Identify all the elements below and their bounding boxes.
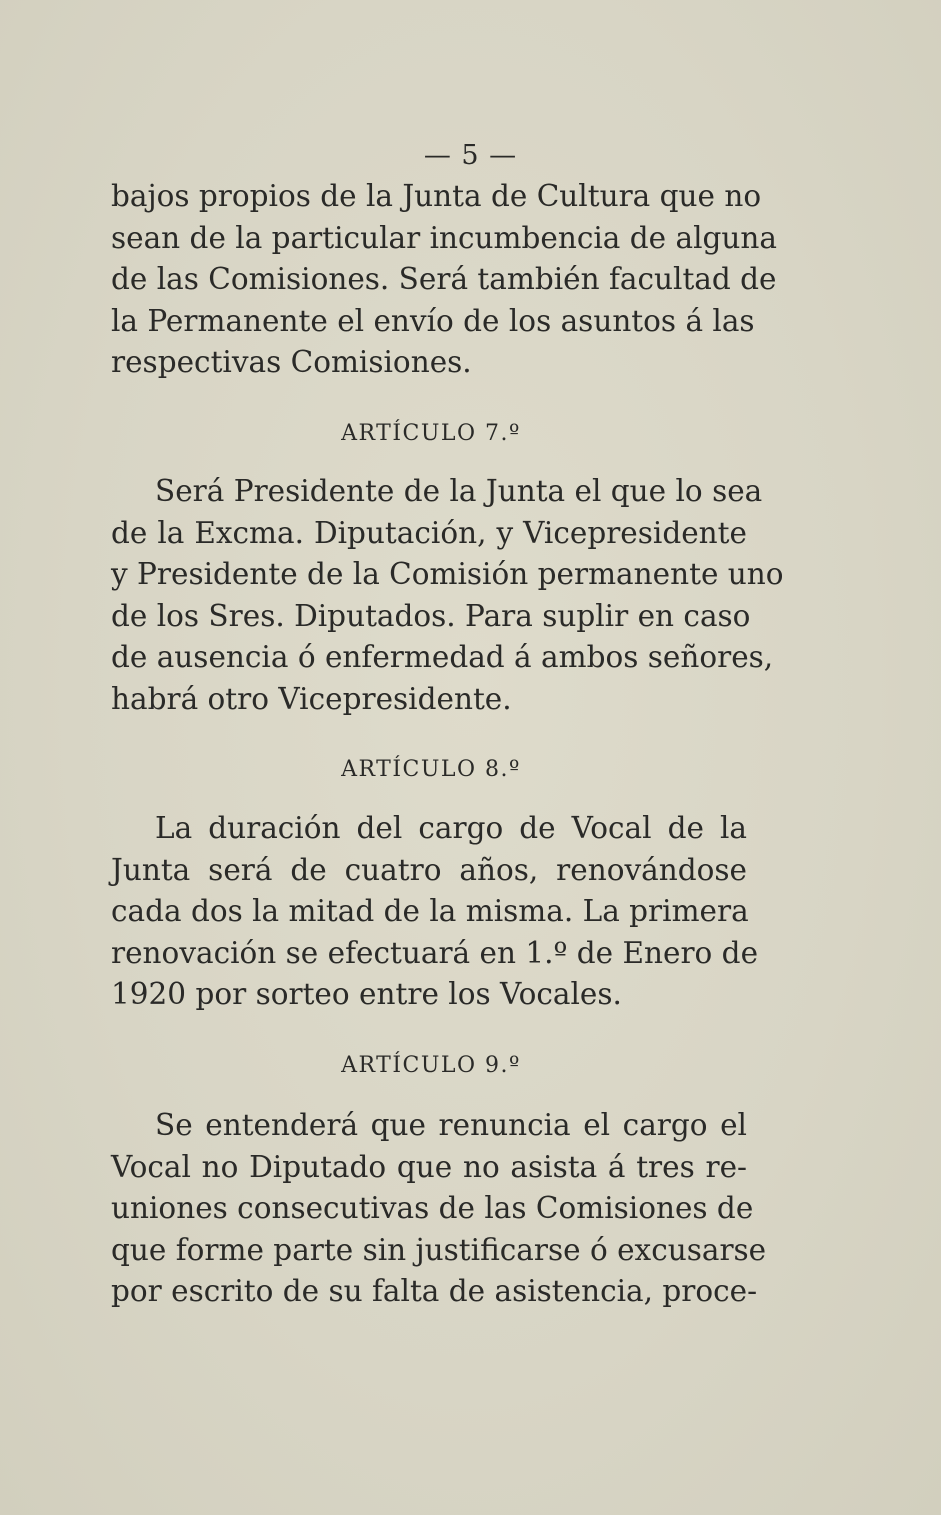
article-9-heading: ARTÍCULO 9.º [341, 1053, 521, 1078]
text-line: y Presidente de la Comisión permanente uno [111, 557, 784, 591]
text-line: Será Presidente de la Junta el que lo sea [155, 474, 763, 508]
text-line: de las Comisiones. Será también facultad de [111, 262, 777, 296]
article-7-heading: ARTÍCULO 7.º [341, 421, 521, 446]
text-line: por escrito de su falta de asistencia, proce- [111, 1274, 758, 1308]
article-9-paragraph [111, 1105, 767, 1313]
text-line: La duración del cargo de Vocal de la [155, 811, 747, 845]
text-line: Junta será de cuatro años, renovándose [111, 852, 747, 887]
text-line: de ausencia ó enfermedad á ambos señores, [111, 640, 774, 674]
text-line: Se entenderá que renuncia el cargo el [155, 1108, 747, 1142]
text-line: sean de la particular incumbencia de alguna [111, 220, 777, 255]
text-line: de los Sres. Diputados. Para suplir en caso [111, 598, 751, 633]
text-line: la Permanente el envío de los asuntos á las [111, 303, 755, 338]
text-line: cada dos la mitad de la misma. La primera [111, 894, 749, 928]
text-line: Vocal no Diputado que no asista á tres re- [111, 1149, 747, 1184]
page-number: — 5 — [423, 140, 518, 171]
text-line: bajos propios de la Junta de Cultura que no [111, 179, 762, 213]
text-line: respectivas Comisiones. [111, 345, 472, 379]
text-line: renovación se efectuará en 1.º de Enero de [111, 935, 759, 970]
text-line: uniones consecutivas de las Comisiones de [111, 1191, 754, 1225]
text-line: 1920 por sorteo entre los Vocales. [111, 977, 622, 1011]
paragraph-continuation [111, 176, 777, 384]
text-line: de la Excma. Diputación, y Vicepresidente [111, 515, 747, 550]
article-7-paragraph [111, 471, 784, 720]
article-8-heading: ARTÍCULO 8.º [341, 757, 521, 782]
text-line: habrá otro Vicepresidente. [111, 681, 512, 716]
article-8-paragraph [111, 808, 759, 1016]
text-line: que forme parte sin justificarse ó excusarse [111, 1232, 767, 1267]
